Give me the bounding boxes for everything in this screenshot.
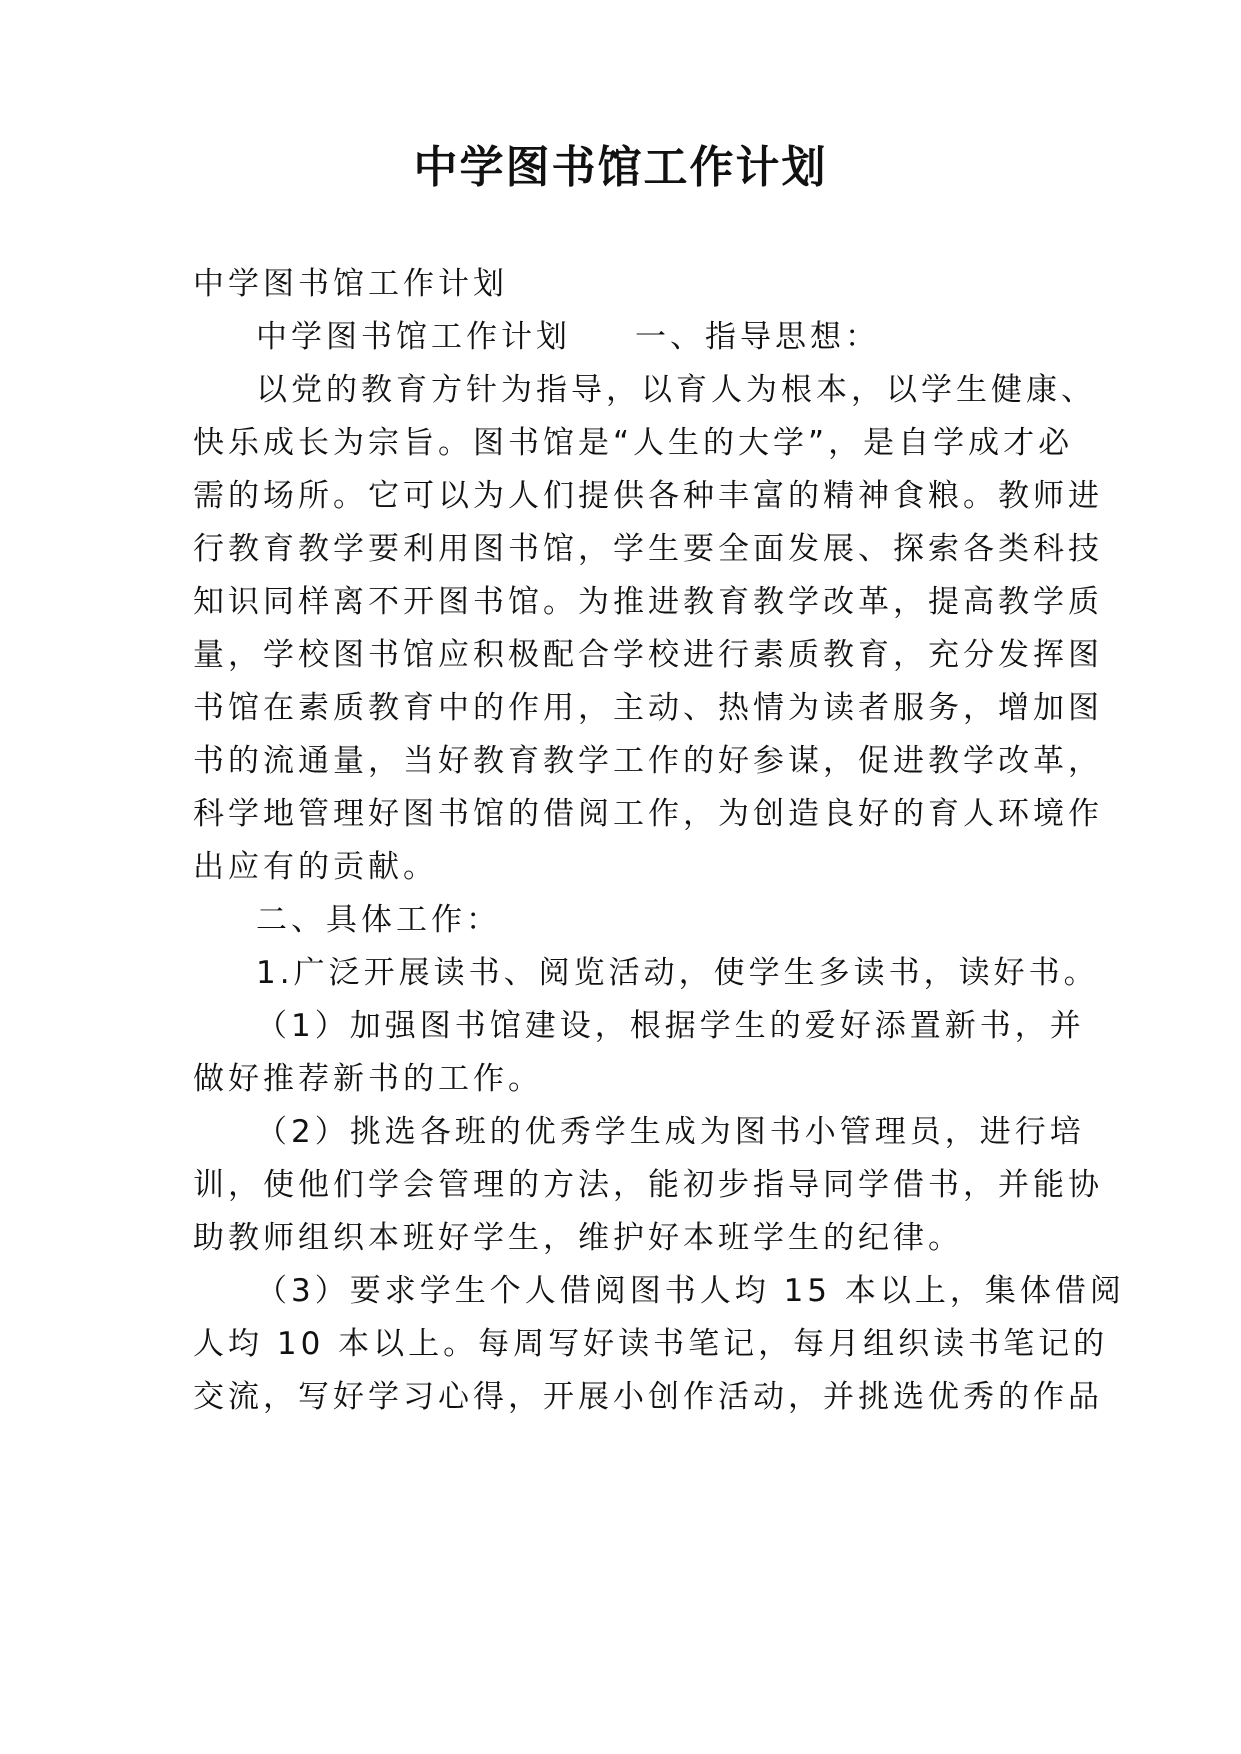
body-line: 行教育教学要利用图书馆，学生要全面发展、探索各类科技 bbox=[193, 531, 1103, 567]
body-line: 科学地管理好图书馆的借阅工作，为创造良好的育人环境作 bbox=[193, 796, 1103, 832]
body-line: 训，使他们学会管理的方法，能初步指导同学借书，并能协 bbox=[193, 1167, 1103, 1203]
body-line: 需的场所。它可以为人们提供各种丰富的精神食粮。教师进 bbox=[193, 478, 1103, 514]
body-line: 书的流通量，当好教育教学工作的好参谋，促进教学改革， bbox=[193, 743, 1103, 779]
body-line: （3）要求学生个人借阅图书人均 15 本以上，集体借阅 bbox=[256, 1273, 1125, 1309]
heading-line: 中学图书馆工作计划 bbox=[193, 266, 508, 302]
body-line: 1.广泛开展读书、阅览活动，使学生多读书，读好书。 bbox=[256, 955, 1099, 991]
intro-line bbox=[256, 317, 880, 357]
body-line: （1）加强图书馆建设，根据学生的爱好添置新书，并 bbox=[256, 1008, 1085, 1044]
body-line: 人均 10 本以上。每周写好读书笔记，每月组织读书笔记的 bbox=[193, 1326, 1109, 1362]
body-line: 书馆在素质教育中的作用，主动、热情为读者服务，增加图 bbox=[193, 690, 1103, 726]
body-line: 交流，写好学习心得，开展小创作活动，并挑选优秀的作品 bbox=[193, 1379, 1103, 1415]
body-line: 助教师组织本班好学生，维护好本班学生的纪律。 bbox=[193, 1220, 963, 1256]
body-line: （2）挑选各班的优秀学生成为图书小管理员，进行培 bbox=[256, 1114, 1085, 1150]
body-line: 做好推荐新书的工作。 bbox=[193, 1061, 543, 1097]
section-heading-2: 二、具体工作： bbox=[256, 902, 501, 938]
document-title: 中学图书馆工作计划 bbox=[413, 142, 828, 193]
section-heading-1: 一、指导思想： bbox=[635, 319, 880, 355]
intro-title: 中学图书馆工作计划 bbox=[256, 319, 571, 355]
body-line: 知识同样离不开图书馆。为推进教育教学改革，提高教学质 bbox=[193, 584, 1103, 620]
body-line: 快乐成长为宗旨。图书馆是“人生的大学”，是自学成才必 bbox=[193, 425, 1074, 461]
body-line: 以党的教育方针为指导，以育人为根本，以学生健康、 bbox=[256, 372, 1096, 408]
body-line: 出应有的贡献。 bbox=[193, 849, 438, 885]
body-line: 量，学校图书馆应积极配合学校进行素质教育，充分发挥图 bbox=[193, 637, 1103, 673]
